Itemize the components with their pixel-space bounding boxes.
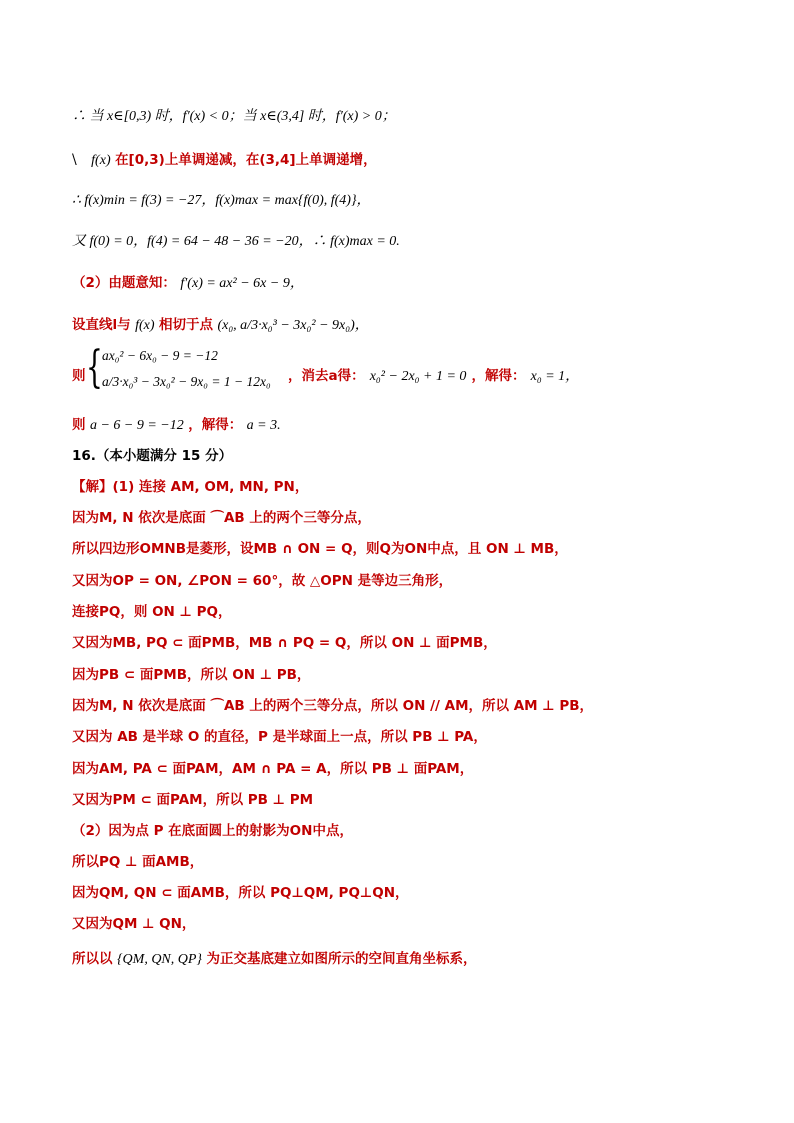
solution-step-11: 又因为PM ⊂ 面PAM，所以 PB ⊥ PM (72, 792, 314, 808)
basis-vectors: {QM, QN, QP} (116, 952, 203, 967)
solution-part2-step-4: 又因为QM ⊥ QN， (72, 916, 196, 932)
system-eq1: ax₀² − 6x₀ − 9 = −12 (102, 348, 218, 363)
system-label: 则 (72, 368, 86, 384)
equation-system (72, 342, 580, 400)
solve-text: ，解得： (471, 368, 526, 384)
solution-step-6: 又因为MB, PQ ⊂ 面PMB，MB ∩ PQ = Q，所以 ON ⊥ 面PMB， (72, 635, 497, 651)
eliminate-text: ，消去a得： (288, 368, 365, 384)
part2-label: （2）由题意知： (72, 275, 176, 291)
x0-solution: x₀ = 1， (530, 369, 580, 384)
solution-step-7: 因为PB ⊂ 面PMB，所以 ON ⊥ PB， (72, 667, 311, 683)
line-min-max: ∴ f(x)min = f(3) = −27，f(x)max = max{f(0), f(4)}， (72, 193, 371, 208)
line-solve-a (72, 416, 281, 435)
quadratic-equation: x₀² − 2x₀ + 1 = 0 (369, 369, 467, 384)
a-solution: a = 3. (246, 418, 281, 433)
brace-symbol: { (86, 342, 103, 393)
fx-symbol: f(x) (91, 153, 111, 168)
a-equation: a − 6 − 9 = −12 (89, 418, 184, 433)
question-16-heading: 16.（本小题满分 15 分） (72, 448, 233, 464)
tangent-point: (x₀, a/3·x₀³ − 3x₀² − 9x₀)， (217, 318, 369, 333)
solution-part2-step-3: 因为QM, QN ⊂ 面AMB，所以 PQ⊥QM, PQ⊥QN， (72, 885, 409, 901)
solution-step-3: 所以四边形OMNB是菱形，设MB ∩ ON = Q，则Q为ON中点，且 ON ⊥ MB， (72, 541, 568, 557)
line-derivative-sign: ∴ 当 x∈[0,3) 时，f′(x) < 0；当 x∈(3,4] 时，f′(x) > 0； (72, 109, 396, 124)
basis-label: 所以以 (72, 951, 113, 967)
then-label: 则 (72, 417, 86, 433)
solution-part2-step-5 (72, 950, 477, 969)
backslash-mark: \ (72, 152, 77, 168)
solution-step-8: 因为M, N 依次是底面 ⌒AB 上的两个三等分点，所以 ON // AM，所以 AM ⊥ PB， (72, 698, 594, 714)
line-part2-derivative (72, 274, 304, 293)
solve-a-text: ，解得： (188, 417, 243, 433)
tangent-label: 设直线l与 (72, 317, 131, 333)
solution-part2-step-2: 所以PQ ⊥ 面AMB， (72, 854, 204, 870)
line-monotonicity (72, 151, 377, 170)
solution-step-10: 因为AM, PA ⊂ 面PAM，AM ∩ PA = A，所以 PB ⊥ 面PAM， (72, 761, 474, 777)
solution-step-1: 【解】(1) 连接 AM, OM, MN, PN， (72, 479, 309, 495)
line-max-value: 又 f(0) = 0，f(4) = 64 − 48 − 36 = −20，∴ f(x)max = 0. (72, 234, 400, 249)
fx-symbol-2: f(x) (135, 318, 155, 333)
monotonicity-text: 在[0,3)上单调递减，在(3,4]上单调递增， (115, 152, 377, 168)
solution-step-2: 因为M, N 依次是底面 ⌒AB 上的两个三等分点， (72, 510, 371, 526)
system-eq2: a/3·x₀³ − 3x₀² − 9x₀ = 1 − 12x₀ (102, 374, 271, 389)
derivative-expression: f′(x) = ax² − 6x − 9， (180, 276, 304, 291)
solution-part2-step-1: （2）因为点 P 在底面圆上的射影为ON中点， (72, 823, 353, 839)
solution-step-4: 又因为OP = ON, ∠PON = 60°，故 △OPN 是等边三角形， (72, 573, 453, 589)
solution-step-9: 又因为 AB 是半球 O 的直径，P 是半球面上一点，所以 PB ⊥ PA， (72, 729, 487, 745)
line-tangent-point (72, 316, 369, 335)
system-result (288, 364, 579, 385)
tangent-text: 相切于点 (158, 317, 213, 333)
basis-text: 为正交基底建立如图所示的空间直角坐标系， (206, 951, 477, 967)
solution-step-5: 连接PQ，则 ON ⊥ PQ， (72, 604, 232, 620)
